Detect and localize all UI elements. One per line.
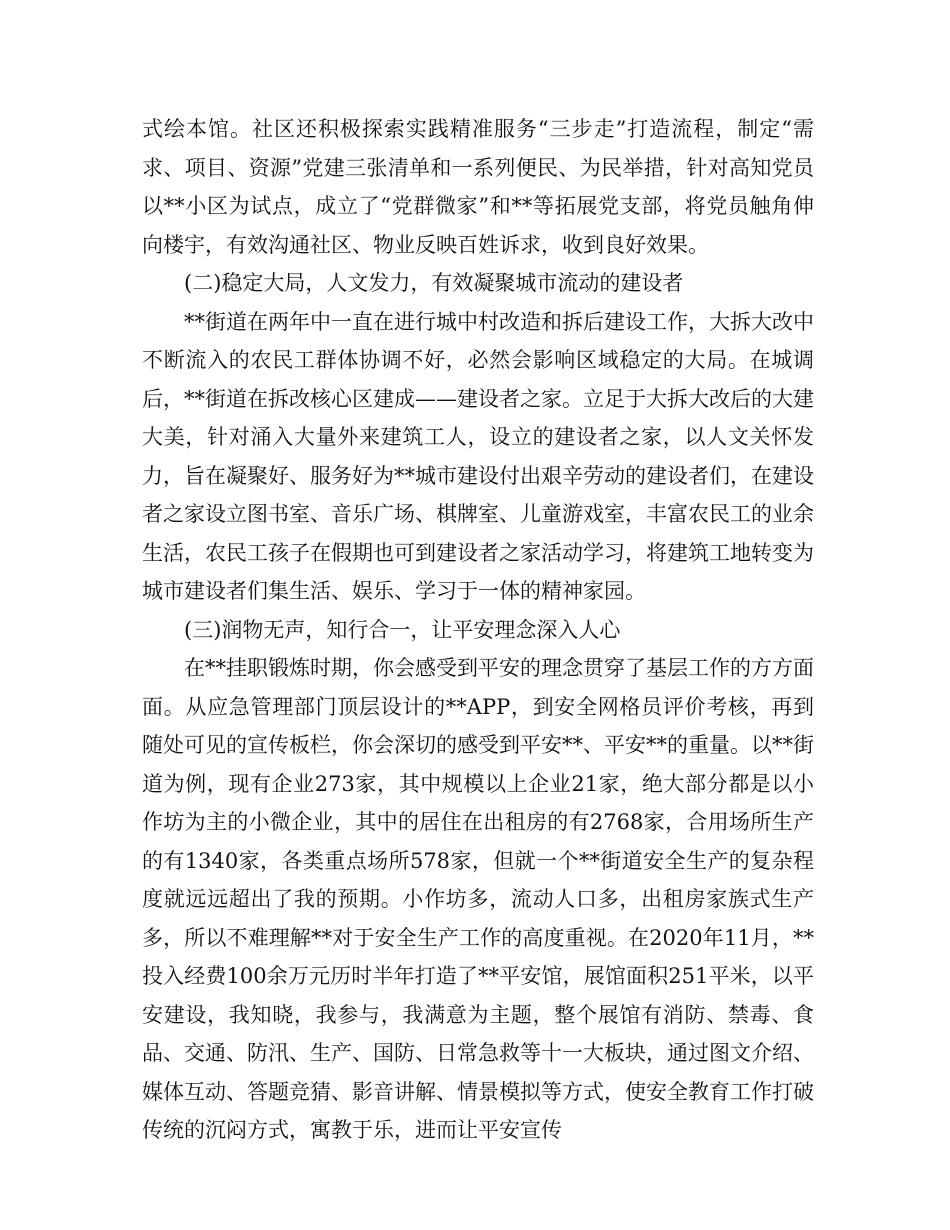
paragraph-safety: 在**挂职锻炼时期，你会感受到平安的理念贯穿了基层工作的方方面面。从应急管理部门顶层设计的**APP，到安全网格员评价考核，再到随处可见的宣传板栏，你会深切的感受到平安**、平安**的重量。以**街道为例，现有企业273家，其中规模以上企业21家，绝大部分都是以小作坊为主的小微企业，其中的居住在出租房的有2768家，合用场所生产的有1340家，各类重点场所578家，但就一个**街道安全生产的复杂程度就远远超出了我的预期。小作坊多，流动人口多，出租房家族式生产多，所以不难理解**对于安全生产工作的高度重视。在2020年11月，**投入经费100余万元历时半年打造了**平安馆，展馆面积251平米，以平安建设，我知晓，我参与，我满意为主题，整个展馆有消防、禁毒、食品、交通、防汛、生产、国防、日常急救等十一大板块，通过图文介绍、媒体互动、答题竞猜、影音讲解、情景模拟等方式，使安全教育工作打破传统的沉闷方式，寓教于乐，进而让平安宣传 [142,656,814,1142]
section-heading-3: (三)润物无声，知行合一，让平安理念深入人心 [184,617,621,642]
paragraph-builders-home: **街道在两年中一直在进行城中村改造和拆后建设工作，大拆大改中不断流入的农民工群体协调不好，必然会影响区域稳定的大局。在城调后，**街道在拆改核心区建成——建设者之家。立足于大拆大改后的大建大美，针对涌入大量外来建筑工人，设立的建设者之家，以人文关怀发力，旨在凝聚好、服务好为**城市建设付出艰辛劳动的建设者们，在建设者之家设立图书室、音乐广场、棋牌室、儿童游戏室，丰富农民工的业余生活，农民工孩子在假期也可到建设者之家活动学习，将建筑工地转变为城市建设者们集生活、娱乐、学习于一体的精神家园。 [142,309,814,603]
paragraph-continued: 式绘本馆。社区还积极探索实践精准服务“三步走”打造流程，制定“需求、项目、资源”党建三张清单和一系列便民、为民举措，针对高知党员以**小区为试点，成立了“党群微家”和**等拓展党支部，将党员触角伸向楼宇，有效沟通社区、物业反映百姓诉求，收到良好效果。 [142,117,814,257]
section-heading-2: (二)稳定大局，人文发力，有效凝聚城市流动的建设者 [184,271,684,295]
document-body [142,110,814,1150]
